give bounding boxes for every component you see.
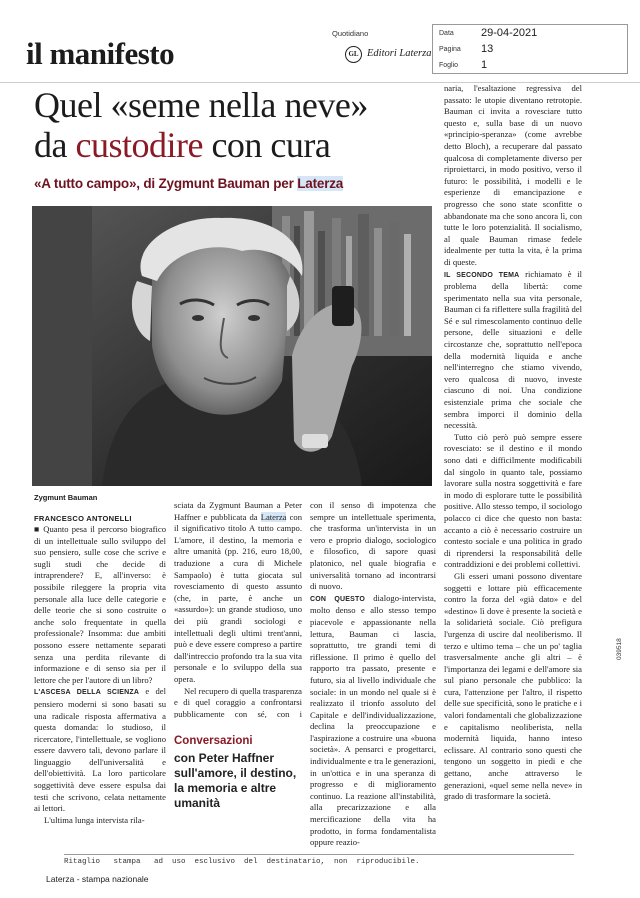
author-byline: FRANCESCO ANTONELLI <box>34 514 132 523</box>
meta-row-page <box>433 41 627 57</box>
paragraph-text: con il senso di impotenza che sempre un intellettuale sperimenta, che trasforma un'intervista in un vero e proprio dialogo, sociologico e filosofico, di sapore quasi platonico, nel quale biografia e universalità tornano ad incontrarsi di nuovo. <box>310 500 436 592</box>
publisher-logo-icon: GL <box>345 46 362 63</box>
paragraph <box>444 269 582 432</box>
paragraph <box>174 686 302 719</box>
headline-line-1: Quel «seme nella neve» <box>34 85 368 125</box>
article-column-3 <box>310 500 436 856</box>
section-lead: L'ASCESA DELLA SCIENZA <box>34 689 140 697</box>
subheadline-text: «A tutto campo», di Zygmunt Bauman per <box>34 176 298 191</box>
headline-pre: da <box>34 125 76 165</box>
article-column-1 <box>34 524 166 856</box>
paragraph-text: dialogo-intervista, molto denso e allo stesso tempo piacevole e appassionante nella lettura, Bauman ci lascia, soprattutto, tre grandi temi di riflessione. Il primo è quello del rapporto tra passato, presente e futuro, sia al livello individuale che sociale: in un mondo nel quale si è realizzato il trionfo assoluto del Capitale e dell'individualizzazione, declina la preoccupazione e l'aspirazione a costruire una «buona società». A pensarci e progettarci, individualmente e tra le generazioni, in un'ottica e in una speranza di progresso e di miglioramento continuo. La reazione all'instabilità, alla precarizzazione e alla mercificazione della vita ha prodotto, in forma fondamentalista oppure reazio- <box>310 592 436 848</box>
paragraph <box>34 815 166 827</box>
paragraph-text: naria, l'esaltazione regressiva del passato: le utopie diventano retrotopie. Bauman ci invita a rovesciare tutto questo e, sulla base di un nuovo «principio-speranza» (come avrebbe detto Bloch), a recuperare dal passato qualcosa di completamente diverso per riproiettarci, in modo positivo, verso il futuro: le possibilità, i modelli e le esperienze di emancipazione e progresso che sono state sconfitte o abbandonate ma che sono ancora lì, con tutte le loro potenzialità. Il socialismo, al quale Bauman rimase fedele idealmente per tutta la vita, è la prima di queste. <box>444 83 582 267</box>
article-column-2 <box>174 500 302 718</box>
paragraph-text: con il significativo titolo A tutto campo. L'amore, il destino, la memoria e altre umanità (pp. 216, euro 18,00, traduzione a cura di Michele Sampaolo) è tutta giocata sul rovesciamento di questo assunto (che, in parte, è anche un «assurdo»): un grande studioso, uno dei più grandi sociologi e intellettuali degli ultimi trent'anni, può e deve essere compreso a partire dall'intreccio profondo tra la sua vita personale e lo sviluppo della sua opera. <box>174 511 302 684</box>
meta-value: 29-04-2021 <box>481 27 538 39</box>
meta-value: 1 <box>481 59 488 71</box>
paragraph-text: Nel recupero di quella trasparenza e di quel coraggio a confrontarsi pubblicamente con sé, con i <box>174 685 302 718</box>
clipping-notice: Ritaglio stampa ad uso esclusivo del destinatario, non riproducibile. <box>64 858 420 866</box>
clipping-meta-box <box>432 24 628 74</box>
paragraph-text: L'ultima lunga intervista rila- <box>44 814 145 825</box>
portrait-photo <box>32 206 432 486</box>
paragraph-text: Gli esseri umani possono diventare soggetti e lottare più efficacemente contro la forza del «già dato» e del «destino» lì dove è presente la società e la solidarietà sociale. Ciò prefigura l'urgenza di uscire dal neoliberismo. Il terzo e ultimo tema – che un po' taglia trasversalmente anche gli altri – è l'importanza dei legami e dell'amore sia sul piano personale che pubblico: la cura, l'attenzione per l'altro, il rispetto delle sue specificità, sono le pratiche e i valori fondamentali che globalizzazione e capitalismo neoliberista, nella modernità liquida, hanno inteso eclissare. Al contrario sono questi che tengono un soggetto in piedi e che gettano, anche attraverso le generazioni, «quel seme nella neve» in grado di trasformare la società. <box>444 570 582 802</box>
meta-key: Pagina <box>439 45 461 53</box>
paragraph <box>310 500 436 593</box>
paragraph-text: Quanto pesa il percorso biografico di un intellettuale sullo sviluppo del suo pensiero, sulle cose che scrive e sugli studi che decide di intraprendere? E, all'inverso: è possibile rileggere la propria vita personale alla luce delle categorie e delle teorie che si sono costruite o anche solo frequentate in quella professionale? Insomma: due ambiti possono essere nettamente separati senza una perdita rilevante di informazione e di senso sia per il lettore che per l'autore di un libro? <box>34 524 166 685</box>
meta-key: Data <box>439 29 454 37</box>
headline-post: con cura <box>202 125 331 165</box>
headline-line-2 <box>34 125 330 165</box>
publisher-name: Editori Laterza <box>367 48 432 59</box>
portrait-illustration <box>32 206 432 486</box>
masthead: il manifesto <box>26 36 175 71</box>
subheadline-highlight: Laterza <box>297 176 344 191</box>
meta-value: 13 <box>481 43 494 55</box>
source-label: Laterza - stampa nazionale <box>46 874 149 884</box>
article-column-4 <box>444 83 582 856</box>
paragraph <box>310 593 436 849</box>
meta-row-sheet <box>433 57 627 73</box>
headline-highlight: custodire <box>75 125 203 165</box>
photo-caption: Zygmunt Bauman <box>34 493 98 502</box>
paragraph <box>174 500 302 686</box>
paragraph-text: richiamato è il problema della libertà: come sperimentato nella sua vita personale, Bauman ci fa riflettere sulla fragilità del Sé e sul rimescolamento continuo delle persone, delle situazioni e delle circostanze che, soprattutto nell'epoca della modernità liquida e anche nell'interregno che stiamo vivendo, vero qualcosa di nuovo, investe ciascuno di noi. Una condizione esistenziale prima che sociale che sembra imporci il dominio della necessità. <box>444 268 582 431</box>
section-lead: CON QUESTO <box>310 595 366 603</box>
paragraph-text: e del pensiero moderni si sono basati su una radicale risposta affermativa a questa domanda: lo studioso, il ricercatore, l'intellettuale, se vogliono essere davvero tali, devono parlare il linguaggio dell'universalità e dell'obiettività. La loro particolare soggettività deve essere espulsa dai testi che scrivono, celata nettamente ai lettori. <box>34 686 166 814</box>
paragraph <box>34 686 166 815</box>
paragraph-text: Tutto ciò però può sempre essere rovesciato: se il destino e il mondo sono dati e difficilmente modificabili dal singolo in quanto tale, possiamo lavorare sulla nostra soggettività e fare in modo di esplorare tutte le possibilità positive. Allo stesso tempo, il sociologo polacco ci dice che questo non basta: accanto a ciò è necessario costruire un contesto sociale e una politica in grado di riprendersi la responsabilità delle contraddizioni e dei problemi collettivi. <box>444 431 582 570</box>
paragraph: ■ Quanto pesa il percorso biografico di un intellettuale sullo sviluppo del suo pensiero, sulle cose che scrive e sugli studi che decide di intraprendere? E, all'inverso: è possibile rileggere la propria vita personale alla luce delle categorie e delle teorie che si sono costruite o anche solo frequentate in quella professionale? Insomma: due ambiti possono essere nettamente separati senza una perdita rilevante di informazione e di senso sia per il lettore che per l'autore di un libro? <box>34 524 166 685</box>
paragraph-text: sciata da Zygmunt Bauman a Peter Haffner e pubblicata da <box>174 500 302 522</box>
clipping-code: 039518 <box>616 638 623 660</box>
paragraph <box>444 432 582 571</box>
paragraph <box>444 83 582 269</box>
meta-key: Foglio <box>439 61 459 69</box>
pull-quote-text: con Peter Haffner sull'amore, il destino, la memoria e altre umanità <box>174 751 297 810</box>
pull-quote-label: Conversazioni <box>174 735 253 747</box>
meta-row-date <box>433 25 627 41</box>
section-lead: IL SECONDO TEMA <box>444 271 520 279</box>
subheadline <box>34 176 343 191</box>
publication-type: Quotidiano <box>332 29 369 38</box>
paragraph <box>444 571 582 803</box>
paragraph-highlight: Laterza <box>260 511 287 522</box>
footer-divider <box>64 854 574 855</box>
pull-quote <box>174 735 304 811</box>
